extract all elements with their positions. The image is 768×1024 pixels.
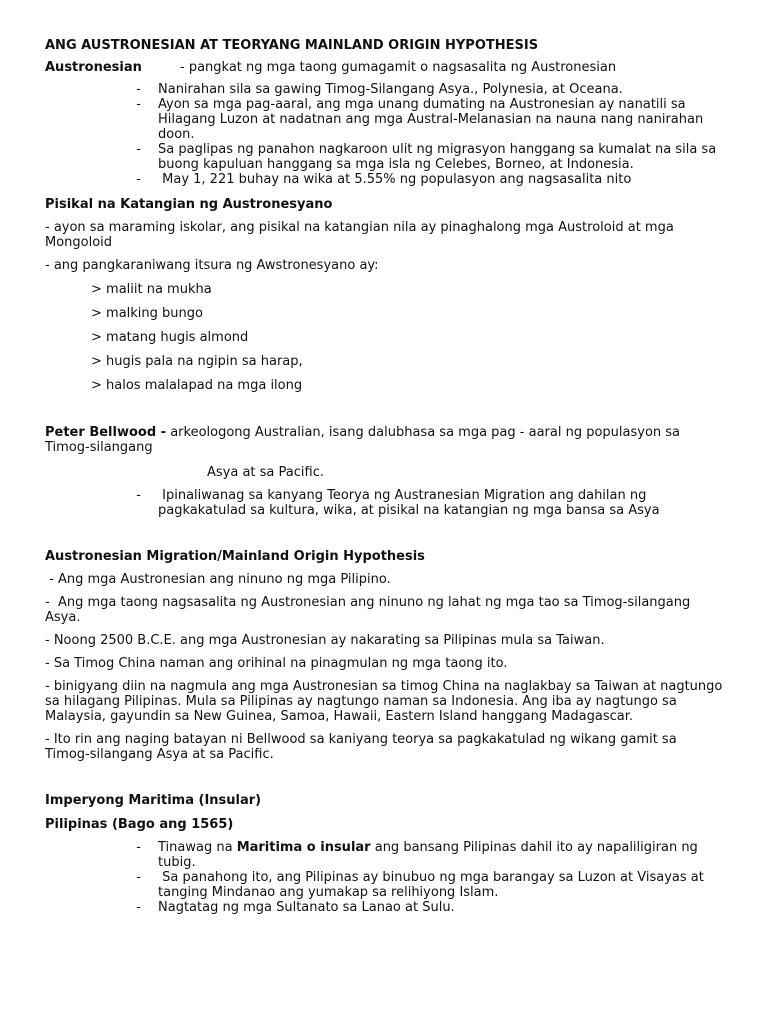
list-item: > hugis pala na ngipin sa harap,: [91, 354, 303, 369]
section-heading-imperyo: Imperyong Maritima (Insular): [45, 793, 262, 808]
list-item-text: Nagtatag ng mga Sultanato sa Lanao at Sulu.: [158, 900, 455, 915]
section-heading-pisikal: Pisikal na Katangian ng Austronesyano: [45, 197, 333, 212]
list-item: > malking bungo: [91, 306, 203, 321]
list-item: [45, 900, 725, 915]
austronesian-term: Austronesian: [45, 60, 142, 75]
bellwood-name: Peter Bellwood -: [45, 425, 167, 440]
list-item: [45, 82, 725, 97]
list-item: > halos malalapad na mga ilong: [91, 378, 303, 393]
section-subheading-pilipinas: Pilipinas (Bago ang 1565): [45, 817, 234, 832]
austronesian-bullet-list: [45, 82, 725, 187]
list-item-text: Nanirahan sila sa gawing Timog-Silangang Asya., Polynesia, at Oceana.: [158, 82, 623, 97]
dash-bullet: -: [136, 97, 141, 112]
traits-list: [45, 282, 725, 393]
dash-bullet: -: [136, 488, 141, 503]
section-heading-migration: Austronesian Migration/Mainland Origin Hypothesis: [45, 549, 425, 564]
list-item-text: Sa paglipas ng panahon nagkaroon ulit ng migrasyon hanggang sa kumalat na sila sa buong kapuluan hanggang sa mga isla ng Celebes, Borneo, at Indonesia.: [158, 142, 717, 172]
list-item: > maliit na mukha: [91, 282, 212, 297]
list-item: [45, 142, 725, 172]
bullet-text-before: Tinawag na: [158, 840, 237, 855]
paragraph: - Ang mga Austronesian ang ninuno ng mga Pilipino.: [45, 572, 391, 587]
bellwood-bullet-list: [45, 488, 725, 518]
paragraph: - ang pangkaraniwang itsura ng Awstronesyano ay:: [45, 258, 379, 273]
dash-bullet: -: [136, 142, 141, 157]
dash-bullet: -: [136, 82, 141, 97]
paragraph: - ayon sa maraming iskolar, ang pisikal na katangian nila ay pinaghalong mga Austroloid at mga Mongoloid: [45, 220, 674, 250]
list-item: [45, 488, 725, 518]
paragraph: - Sa Timog China naman ang orihinal na pinagmulan ng mga taong ito.: [45, 656, 508, 671]
list-item-text: [158, 840, 725, 870]
paragraph: - binigyang diin na nagmula ang mga Austronesian sa timog China na naglakbay sa Taiwan at nagtungo sa hilagang Pilipinas. Mula sa Pilipinas ay nagtungo naman sa Indonesia. Ang iba ay nagtungo sa Malaysia, gayundin sa New Guinea, Samoa, Hawaii, Eastern Island hanggang Madagascar.: [45, 679, 723, 724]
dash-bullet: -: [136, 900, 141, 915]
list-item-text: Ipinaliwanag sa kanyang Teorya ng Austranesian Migration ang dahilan ng pagkakatulad sa kultura, wika, at pisikal na katangian ng mga bansa sa Asya: [158, 488, 660, 518]
list-item: > matang hugis almond: [91, 330, 249, 345]
paragraph: - Noong 2500 B.C.E. ang mga Austronesian ay nakarating sa Pilipinas mula sa Taiwan.: [45, 633, 605, 648]
bullet-text-bold: Maritima o insular: [236, 840, 371, 855]
document-title: ANG AUSTRONESIAN AT TEORYANG MAINLAND ORIGIN HYPOTHESIS: [45, 38, 539, 53]
document-page: [45, 38, 725, 915]
bullet-text-after: ang bansang Pilipinas dahil ito ay napaliligiran ng tubig.: [158, 840, 702, 870]
dash-bullet: -: [136, 840, 141, 855]
list-item: [45, 870, 725, 900]
list-item: [45, 840, 725, 870]
imperyo-bullet-list: [45, 840, 725, 915]
paragraph: - Ang mga taong nagsasalita ng Austronesian ang ninuno ng lahat ng mga tao sa Timog-silangang Asya.: [45, 595, 695, 625]
dash-bullet: -: [136, 172, 141, 187]
austronesian-definition-text: - pangkat ng mga taong gumagamit o nagsasalita ng Austronesian: [180, 60, 617, 75]
list-item-text: Sa panahong ito, ang Pilipinas ay binubuo ng mga barangay sa Luzon at Visayas at tanging Mindanao ang yumakap sa relihiyong Islam.: [158, 870, 708, 900]
dash-bullet: -: [136, 870, 141, 885]
bellwood-description: arkeologong Australian, isang dalubhasa sa mga pag - aaral ng populasyon sa Timog-silangang: [45, 425, 681, 455]
list-item-text: May 1, 221 buhay na wika at 5.55% ng populasyon ang nagsasalita nito: [158, 172, 632, 187]
bellwood-paragraph: [45, 425, 725, 455]
bellwood-continuation: Asya at sa Pacific.: [207, 465, 324, 480]
austronesian-definition: [45, 60, 725, 75]
list-item: [45, 172, 725, 187]
paragraph: - Ito rin ang naging batayan ni Bellwood sa kaniyang teorya sa pagkakatulad ng wikang gamit sa Timog-silangang Asya at sa Pacific.: [45, 732, 677, 762]
list-item: [45, 97, 725, 142]
list-item-text: Ayon sa mga pag-aaral, ang mga unang dumating na Austronesian ay nanatili sa Hilagang Luzon at nadatnan ang mga Austral-Melanasian na nauna nang nanirahan doon.: [158, 97, 704, 142]
